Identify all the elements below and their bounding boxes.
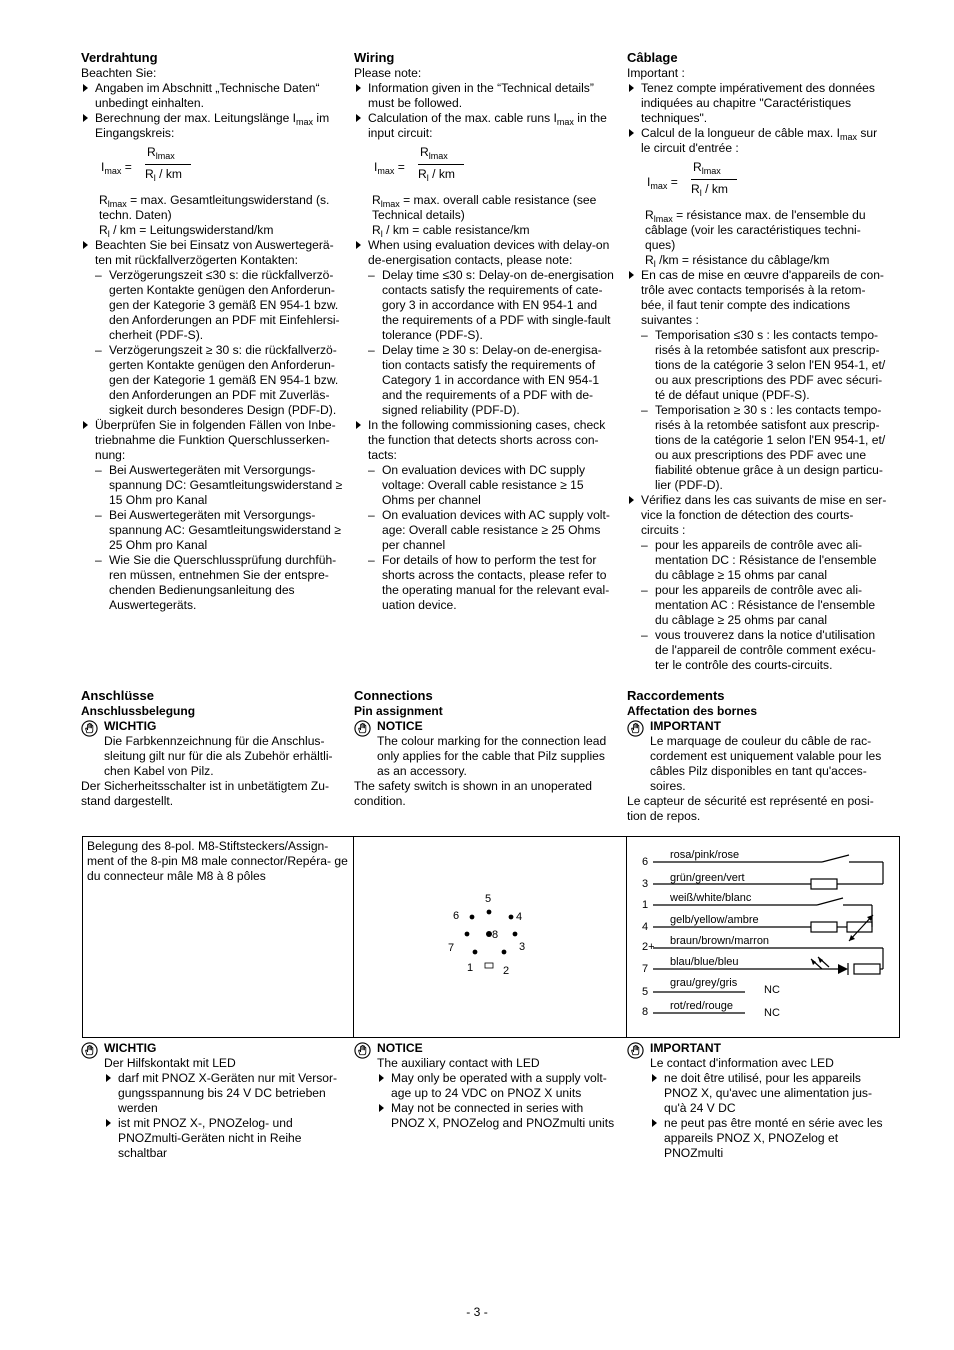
section-title: Verdrahtung	[81, 50, 158, 65]
connector-pin	[470, 915, 475, 920]
connector-pinout-diagram	[354, 837, 626, 1033]
dash-item: – Delay time ≥ 30 s: Delay-on de-energisa- tion contacts satisfy the requirements of Category 1 in accordance with EN 954-1 and the requirements of a PDF with de- signed reliability (PDF-D).	[354, 343, 616, 418]
pin-label: 6	[453, 910, 460, 922]
hand-icon	[354, 720, 371, 737]
connections-section-fr	[627, 688, 889, 824]
wire-pin-number: 4	[642, 921, 649, 933]
page-number: - 3 -	[466, 1305, 488, 1319]
definition-text: $R_{lmax} = \max$. overall cable resistance (see Technical details)	[372, 193, 597, 222]
cable-length-formula: $I_{max}$ = $R_{lmax}$ $R_l$ / km	[374, 145, 616, 193]
pin-label: 7	[448, 942, 455, 954]
wiring-section-de	[81, 50, 343, 613]
bullet-item: Angaben im Abschnitt „Technische Daten“ unbedingt einhalten.	[81, 81, 343, 111]
wire-color-label: rosa/pink/rose	[670, 849, 740, 861]
section-title: Anschlüsse	[81, 688, 154, 703]
connector-key	[485, 963, 493, 968]
pin-assignment-table	[82, 836, 900, 1038]
wiring-section-en	[354, 50, 616, 613]
bullet-item: Berechnung der max. Leitungslänge $I_{max}$ im Eingangskreis:	[81, 111, 343, 141]
notice-box: IMPORTANT Le marquage de couleur du câble de rac- cordement est uniquement valable pour les câbles Pilz disponibles en tant qu'acces- soires.	[627, 719, 889, 794]
bullet-item: Überprüfen Sie in folgenden Fällen von Inbe- triebnahme die Funktion Querschlusserken- nung:	[81, 418, 343, 463]
bullet-item: Information given in the “Technical details” must be followed.	[354, 81, 616, 111]
bullet-item: Beachten Sie bei Einsatz von Auswertegerä- ten mit rückfallverzögerten Kontakten:	[81, 238, 343, 268]
definition-text: $R_{lmax} = \max$. Gesamtleitungswiderstand (s. techn. Daten)	[99, 193, 330, 222]
notice-text: The colour marking for the connection lead only applies for the cable that Pilz supplies as an accessory.	[377, 734, 607, 778]
notice-box: IMPORTANT Le contact d'information avec LED ne doit être utilisé, pour les appareils PNOZ X, qu'avec une alimentation jus- qu'à 24 V DC ne peut pas être monté en série avec les appareils PNOZ X, PNOZelog et PNOZmulti	[627, 1041, 889, 1161]
section-title: Connections	[354, 688, 433, 703]
aux-notice-de	[81, 1041, 343, 1161]
wire-pin-number: 7	[642, 963, 649, 975]
table-caption: Belegung des 8-pol. M8-Stiftsteckers/Assign- ment of the 8-pin M8 male connector/Repéra- ge du connecteur mâle M8 à 8 pôles	[87, 839, 348, 883]
dash-item: – Bei Auswertegeräten mit Versorgungs- spannung AC: Gesamtleitungswiderstand ≥ 25 Ohm pro Kanal	[81, 508, 343, 553]
table-cell-caption	[83, 837, 354, 1038]
notice-box: WICHTIG Der Hilfskontakt mit LED darf mit PNOZ X-Geräten nur mit Versor- gungsspannung bis 24 V DC betrieben werden ist mit PNOZ X-, PNOZelog- und PNOZmulti-Geräten nicht in Reihe schaltbar	[81, 1041, 343, 1161]
pin-label: 2	[503, 965, 510, 977]
dash-item: – vous trouverez dans la notice d'utilisation de l'appareil de contrôle comment exécu- ter le contrôle des courts-circuits.	[627, 628, 889, 673]
fraction-line	[418, 164, 464, 165]
bullet-item: In the following commissioning cases, check the function that detects shorts across con- tacts:	[354, 418, 616, 463]
dash-item: – Verzögerungszeit ≤30 s: die rückfallverzö- gerten Kontakte genügen den Anforderun- gen der Kategorie 3 gemäß EN 954-1 bzw. den Anforderungen an PDF mit Einfehlersi- cherheit (PDF-S).	[81, 268, 343, 343]
connector-pin	[509, 915, 514, 920]
hand-icon	[627, 1042, 644, 1059]
hand-icon	[81, 720, 98, 737]
fraction-line	[691, 179, 737, 180]
body-text: Le capteur de sécurité est représenté en posi- tion de repos.	[627, 794, 874, 823]
dash-item: – On evaluation devices with DC supply voltage: Overall cable resistance ≥ 15 Ohms per channel	[354, 463, 616, 508]
notice-text: Der Hilfskontakt mit LED	[104, 1056, 236, 1070]
wire-color-label: blau/blue/bleu	[670, 956, 739, 968]
dash-item: – Verzögerungszeit ≥ 30 s: die rückfallverzö- gerten Kontakte genügen den Anforderun- gen der Kategorie 1 gemäß EN 954-1 bzw. den Anforderungen an PDF mit Zuverläs- sigkeit durch besonderes Design (PDF-D).	[81, 343, 343, 418]
bullet-item: May not be connected in series with PNOZ X, PNOZelog and PNOZmulti units	[377, 1101, 616, 1131]
subsection-title: Pin assignment	[354, 704, 443, 718]
dash-item: – Temporisation ≥ 30 s : les contacts tempo- risés à la retombée satisfont aux prescrip- tions de la catégorie 1 selon l'EN 954-1, et/ ou aux prescriptions des PDF avec une fiabilité obtenue grâce à un design particu- lier (PDF-D).	[627, 403, 889, 493]
pin-label: 5	[485, 893, 492, 905]
wire-color-label: grau/grey/gris	[670, 977, 738, 989]
section-title: Wiring	[354, 50, 395, 65]
dash-item: – Wie Sie die Querschlussprüfung durchfüh- ren müssen, entnehmen Sie der entspre- chenden Bedienungsanleitung des Auswertegeräts.	[81, 553, 343, 613]
bullet-item: ne doit être utilisé, pour les appareils PNOZ X, qu'avec une alimentation jus- qu'à 24 V DC	[650, 1071, 889, 1116]
definition-text: $R_l$ / km = cable resistance/km	[372, 223, 530, 239]
bullet-item: darf mit PNOZ X-Geräten nur mit Versor- gungsspannung bis 24 V DC betrieben werden	[104, 1071, 343, 1116]
hand-icon	[627, 720, 644, 737]
table-cell-wiring	[627, 837, 900, 1038]
notice-box: WICHTIG Die Farbkennzeichnung für die Anschlus- sleitung gilt nur für die als Zubehör erhältli- chen Kabel von Pilz.	[81, 719, 343, 779]
subsection-title: Anschlussbelegung	[81, 704, 196, 718]
intro-text: Important :	[627, 66, 685, 80]
wire-pin-number: 2+	[642, 941, 655, 953]
wire-color-label: rot/red/rouge	[670, 1000, 733, 1012]
connector-pin	[513, 932, 518, 937]
cable-length-formula: $I_{max}$ = $R_{lmax}$ $R_l$ / km	[101, 145, 343, 193]
wire-pin-number: 3	[642, 878, 649, 890]
connector-pin	[465, 932, 470, 937]
dash-item: – pour les appareils de contrôle avec ali- mentation AC : Résistance de l'ensemble du câblage ≥ 25 ohms par canal	[627, 583, 889, 628]
definition-text: $R_l$ / km = Leitungswiderstand/km	[99, 223, 274, 239]
pin-label: 3	[519, 941, 526, 953]
hand-icon	[81, 1042, 98, 1059]
nc-label: NC	[764, 1007, 780, 1019]
bullet-item: May only be operated with a supply volt- age up to 24 VDC on PNOZ X units	[377, 1071, 616, 1101]
connector-pin	[473, 950, 478, 955]
pin-label: 1	[467, 962, 474, 974]
bullet-item: Tenez compte impérativement des données indiquées au chapitre "Caractéristiques techniques".	[627, 81, 889, 126]
hand-icon	[354, 1042, 371, 1059]
light-arrow-icon	[818, 957, 823, 963]
wire-pin-number: 8	[642, 1006, 649, 1018]
subsection-title: Affectation des bornes	[627, 704, 758, 718]
dash-item: – pour les appareils de contrôle avec ali- mentation DC : Résistance de l'ensemble du câblage ≥ 15 ohms par canal	[627, 538, 889, 583]
connections-section-en	[354, 688, 616, 809]
fraction-line	[145, 164, 191, 165]
bullet-item: Calculation of the max. cable runs $I_{max}$ in the input circuit:	[354, 111, 616, 141]
dash-item: – Bei Auswertegeräten mit Versorgungs- spannung DC: Gesamtleitungswiderstand ≥ 15 Ohm pro Kanal	[81, 463, 343, 508]
wiring-section-fr	[627, 50, 889, 673]
connector-pin	[502, 950, 507, 955]
dash-item: – For details of how to perform the test for shorts across the contacts, please refer to the operating manual for the relevant eval- uation device.	[354, 553, 616, 613]
light-arrow-icon	[811, 959, 816, 965]
definition-text: $R_{lmax}$ = résistance max. de l'ensemble du câblage (voir les caractéristiques techni- ques)	[645, 208, 866, 252]
wire-pin-number: 6	[642, 856, 649, 868]
bullet-item: Vérifiez dans les cas suivants de mise en ser- vice la fonction de détection des courts- circuits :	[627, 493, 889, 538]
notice-text: The auxiliary contact with LED	[377, 1056, 540, 1070]
connections-section-de	[81, 688, 343, 809]
cable-length-formula: $I_{max}$ = $R_{lmax}$ $R_l$ / km	[647, 160, 889, 208]
aux-notice-fr	[627, 1041, 889, 1161]
intro-text: Beachten Sie:	[81, 66, 157, 80]
aux-notice-en	[354, 1041, 616, 1131]
bullet-item: En cas de mise en œuvre d'appareils de con- trôle avec contacts temporisés à la retom- bée, il faut tenir compte des indications suivantes :	[627, 268, 889, 328]
connector-pin	[487, 910, 492, 915]
notice-box: NOTICE The auxiliary contact with LED May only be operated with a supply volt- age up to 24 VDC on PNOZ X units May not be connected in series with PNOZ X, PNOZelog and PNOZmulti units	[354, 1041, 616, 1131]
wire-color-label: weiß/white/blanc	[670, 892, 752, 904]
table-cell-connector	[354, 837, 627, 1038]
body-text: Der Sicherheitsschalter ist in unbetätigtem Zu- stand dargestellt.	[81, 779, 330, 808]
pin-label: 8	[492, 929, 499, 941]
bullet-item: When using evaluation devices with delay-on de-energisation contacts, please note:	[354, 238, 616, 268]
bullet-item: Calcul de la longueur de câble max. $I_{max}$ sur le circuit d'entrée :	[627, 126, 889, 156]
dash-item: – Temporisation ≤30 s : les contacts tempo- risés à la retombée satisfont aux prescrip- tions de la catégorie 3 selon l'EN 954-1, et/ ou aux prescriptions des PDF avec sécuri- té de défaut unique (PDF-S).	[627, 328, 889, 403]
section-title: Câblage	[627, 50, 678, 65]
wire-color-label: grün/green/vert	[670, 872, 745, 884]
definition-text: $R_l$ /km = résistance du câblage/km	[645, 253, 830, 269]
intro-text: Please note:	[354, 66, 422, 80]
led-diode-icon	[838, 964, 848, 974]
dash-item: – On evaluation devices with AC supply volt- age: Overall cable resistance ≥ 25 Ohms per channel	[354, 508, 616, 553]
nc-label: NC	[764, 984, 780, 996]
bullet-item: ist mit PNOZ X-, PNOZelog- und PNOZmulti-Geräten nicht in Reihe schaltbar	[104, 1116, 343, 1161]
body-text: The safety switch is shown in an unoperated condition.	[354, 779, 592, 808]
wiring-schematic	[627, 837, 899, 1033]
notice-text: Die Farbkennzeichnung für die Anschlus- sleitung gilt nur für die als Zubehör erhältli- chen Kabel von Pilz.	[104, 734, 333, 778]
wire-pin-number: 1	[642, 899, 649, 911]
wire-color-label: braun/brown/marron	[670, 935, 770, 947]
notice-box: NOTICE The colour marking for the connection lead only applies for the cable that Pilz supplies as an accessory.	[354, 719, 616, 779]
notice-text: Le contact d'information avec LED	[650, 1056, 834, 1070]
notice-text: Le marquage de couleur du câble de rac- cordement est uniquement valable pour les câbles Pilz disponibles en tant qu'acces- soires.	[650, 734, 882, 793]
pin-label: 4	[516, 911, 523, 923]
bullet-item: ne peut pas être monté en série avec les appareils PNOZ X, PNOZelog et PNOZmulti	[650, 1116, 889, 1161]
dash-item: – Delay time ≤30 s: Delay-on de-energisation contacts satisfy the requirements of cate- gory 3 in accordance with EN 954-1 and the requirements of a PDF with single-fault tolerance (PDF-S).	[354, 268, 616, 343]
wire-color-label: gelb/yellow/ambre	[670, 914, 759, 926]
section-title: Raccordements	[627, 688, 725, 703]
wire-pin-number: 5	[642, 986, 649, 998]
